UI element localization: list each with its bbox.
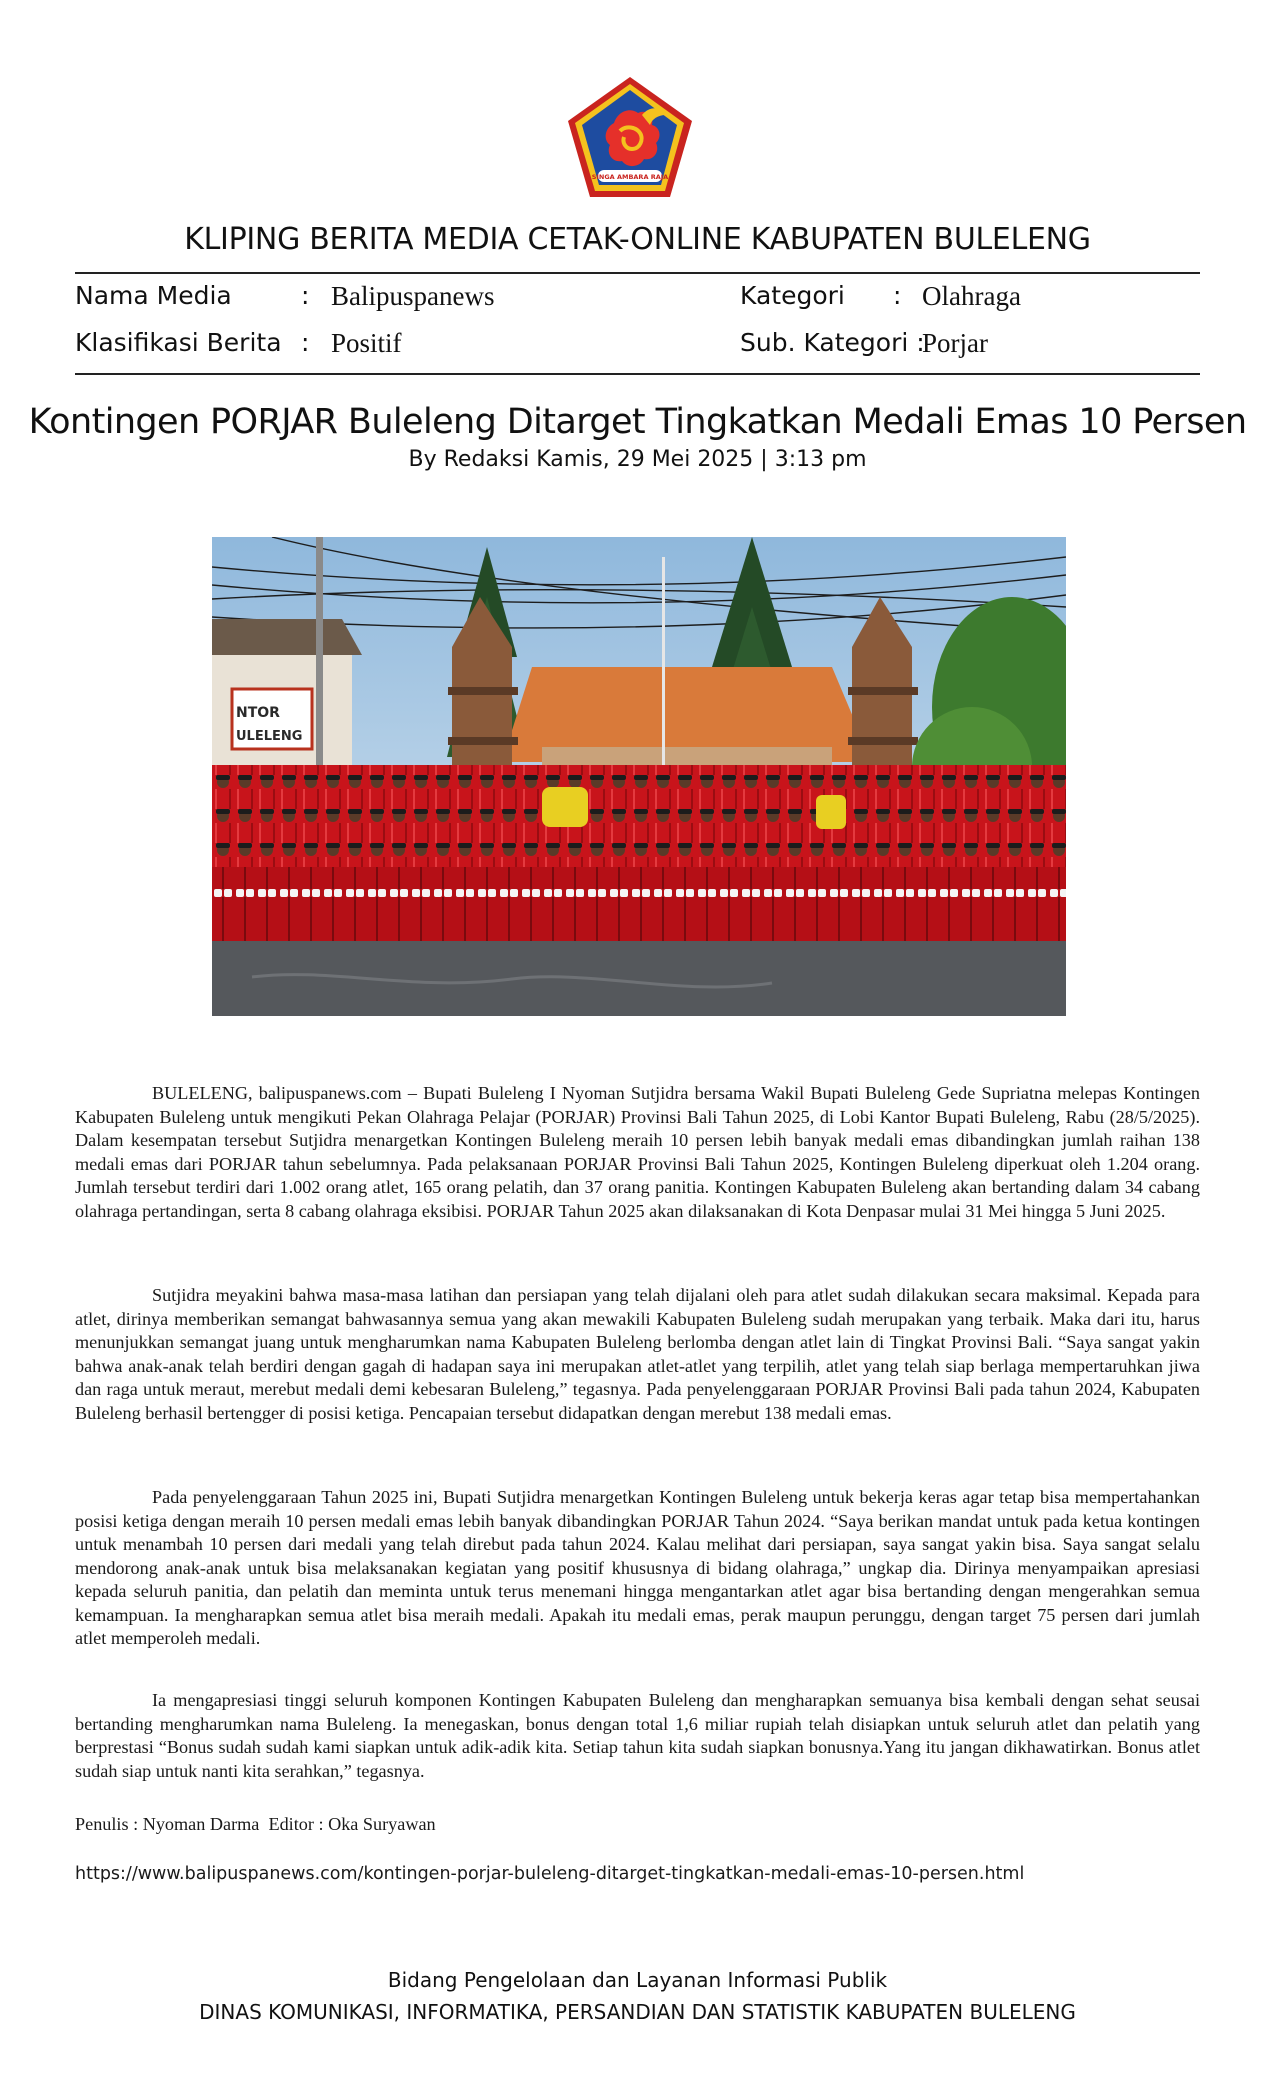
article-title: Kontingen PORJAR Buleleng Ditarget Tingkatkan Medali Emas 10 Persen: [28, 402, 1247, 442]
header-divider-bottom: [75, 373, 1200, 375]
classification-colon: :: [301, 328, 310, 357]
photo-sign-right: ULELENG: [236, 729, 303, 744]
category-colon: :: [893, 281, 902, 310]
article-paragraph-4: Ia mengapresiasi tinggi seluruh komponen Kontingen Kabupaten Buleleng dan mengharapkan semuanya bisa kembali dengan sehat seusai bertanding mengharumkan nama Buleleng. Ia menegaskan, bonus dengan total 1,6 miliar rupiah telah disiapkan untuk seluruh atlet dan pelatih yang berprestasi “Bonus sudah sudah kami siapkan untuk adik-adik kita. Setiap tahun kita sudah siapkan bonusnya.Yang itu jangan dikhawatirkan. Bonus atlet sudah siap untuk nanti kita serahkan,” tegasnya.: [75, 1690, 1200, 1781]
classification-label: Klasifikasi Berita: [75, 328, 282, 357]
logo-motto: SINGA AMBARA RAJA: [591, 173, 669, 181]
category-value: Olahraga: [922, 281, 1021, 311]
article-photo: [212, 537, 1066, 1016]
media-value: Balipuspanews: [331, 281, 495, 311]
source-url[interactable]: https://www.balipuspanews.com/kontingen-porjar-buleleng-ditarget-tingkatkan-medali-emas-10-persen.html: [75, 1864, 1025, 1884]
category-label: Kategori: [740, 281, 845, 310]
footer-division: Bidang Pengelolaan dan Layanan Informasi Publik: [387, 1968, 888, 1992]
media-label: Nama Media: [75, 281, 232, 310]
footer-agency: DINAS KOMUNIKASI, INFORMATIKA, PERSANDIAN DAN STATISTIK KABUPATEN BULELENG: [199, 2000, 1076, 2024]
article-paragraph-1: BULELENG, balipuspanews.com – Bupati Buleleng I Nyoman Sutjidra bersama Wakil Bupati Buleleng Gede Supriatna melepas Kontingen Kabupaten Buleleng untuk mengikuti Pekan Olahraga Pelajar (PORJAR) Provinsi Bali Tahun 2025, di Lobi Kantor Bupati Buleleng, Rabu (28/5/2025). Dalam kesempatan tersebut Sutjidra menargetkan Kontingen Buleleng meraih 10 persen lebih banyak medali emas dibandingkan jumlah raihan 138 medali emas dari PORJAR tahun sebelumnya. Pada pelaksanaan PORJAR Provinsi Bali Tahun 2025, Kontingen Buleleng diperkuat oleh 1.204 orang. Jumlah tersebut terdiri dari 1.002 orang atlet, 165 orang pelatih, dan 37 orang panitia. Kontingen Kabupaten Buleleng akan bertanding dalam 34 cabang olahraga pertandingan, serta 8 cabang olahraga eksibisi. PORJAR Tahun 2025 akan dilaksanakan di Kota Denpasar mulai 31 Mei hingga 5 Juni 2025.: [75, 1083, 1200, 1221]
buleleng-regency-logo: [564, 75, 696, 201]
article-paragraph-2: Sutjidra meyakini bahwa masa-masa latihan dan persiapan yang telah dijalani oleh para atlet sudah dilakukan secara maksimal. Kepada para atlet, dirinya memberikan semangat bahwasannya semua yang akan mewakili Kabupaten Buleleng sudah merupakan yang terbaik. Maka dari itu, harus menunjukkan semangat juang untuk mengharumkan nama Kabupaten Buleleng berlomba dengan atlet lain di Tingkat Provinsi Bali. “Saya sangat yakin bahwa anak-anak telah berdiri dengan gagah di hadapan saya ini merupakan atlet-atlet yang terpilih, atlet yang telah siap berlaga mempertaruhkan jiwa dan raga untuk meraut, merebut medali demi kebesaran Buleleng,” tegasnya. Pada penyelenggaraan PORJAR Provinsi Bali pada tahun 2024, Kabupaten Buleleng berhasil bertengger di posisi ketiga. Pencapaian tersebut didapatkan dengan merebut 138 medali emas.: [75, 1285, 1200, 1423]
photo-sign-left: NTOR: [236, 705, 280, 721]
subcategory-label: Sub. Kategori :: [740, 328, 925, 357]
media-colon: :: [301, 281, 310, 310]
writer-editor-credit: Penulis : Nyoman Darma Editor : Oka Suryawan: [75, 1814, 436, 1834]
article-byline: By Redaksi Kamis, 29 Mei 2025 | 3:13 pm: [408, 447, 867, 472]
header-divider-top: [75, 272, 1200, 274]
subcategory-value: Porjar: [922, 328, 988, 358]
classification-value: Positif: [331, 328, 402, 358]
article-paragraph-3: Pada penyelenggaraan Tahun 2025 ini, Bupati Sutjidra menargetkan Kontingen Buleleng untuk bekerja keras agar tetap bisa mempertahankan posisi ketiga dengan meraih 10 persen medali emas lebih banyak dibandingkan PORJAR Tahun 2024. “Saya berikan mandat untuk pada ketua kontingen untuk menambah 10 persen dari medali yang telah direbut pada tahun 2024. Kalau melihat dari persiapan, saya sangat yakin bisa. Saya sangat selalu mendorong anak-anak untuk bisa melaksanakan kegiatan yang positif khususnya di bidang olahraga,” ungkap dia. Dirinya menyampaikan apresiasi kepada seluruh panitia, dan pelatih dan meminta untuk terus menemani hingga mengantarkan atlet agar bisa bertanding dengan mengerahkan semua kemampuan. Ia mengharapkan semua atlet bisa meraih medali. Apakah itu medali emas, perak maupun perunggu, dengan target 75 persen dari jumlah atlet memperoleh medali.: [75, 1487, 1200, 1648]
photo-illustration: [212, 537, 1066, 1016]
header-title: KLIPING BERITA MEDIA CETAK-ONLINE KABUPATEN BULELENG: [184, 222, 1091, 257]
